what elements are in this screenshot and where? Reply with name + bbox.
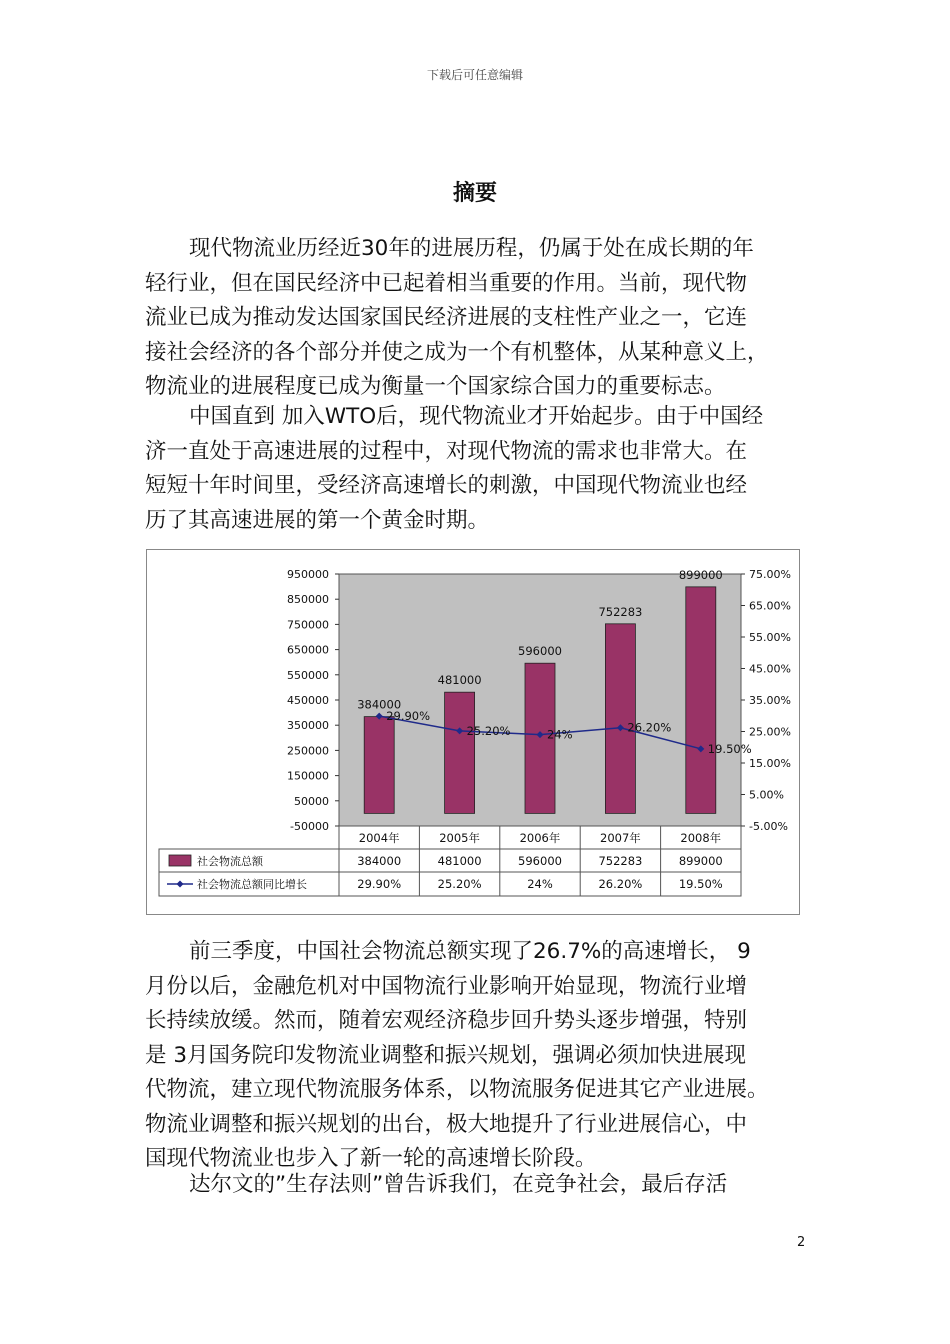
bar-data-label: 899000 [678, 567, 723, 582]
left-axis-tick-label: 650000 [287, 643, 329, 657]
table-bar-value: 899000 [678, 854, 723, 868]
growth-data-label: 19.50% [707, 741, 752, 756]
table-bar-value: 384000 [357, 854, 402, 868]
bar [605, 624, 635, 814]
paragraph-line: 中国直到 加入WTO后，现代物流业才开始起步。由于中国经 [189, 404, 764, 429]
growth-data-label: 24% [547, 727, 573, 742]
chart-canvas [147, 550, 799, 914]
growth-data-label: 25.20% [466, 723, 511, 738]
right-axis-tick-label: 25.00% [749, 725, 791, 739]
paragraph-line: 济一直处于高速进展的过程中，对现代物流的需求也非常大。在 [145, 438, 748, 464]
legend-swatch-bar [169, 855, 191, 866]
table-bar-value: 596000 [518, 854, 562, 868]
paragraph-line: 是 3月国务院印发物流业调整和振兴规划，强调必须加快进展现 [145, 1042, 747, 1068]
growth-data-label: 26.20% [627, 720, 672, 735]
bar-data-label: 384000 [357, 697, 402, 712]
paragraph-line: 短短十年时间里，受经济高速增长的刺激，中国现代物流业也经 [145, 473, 748, 498]
left-axis-tick-label: 50000 [294, 794, 329, 808]
table-bar-value: 752283 [598, 854, 643, 868]
bar [445, 692, 475, 813]
right-axis-tick-label: -5.00% [749, 820, 788, 833]
right-axis-tick-label: 5.00% [749, 788, 784, 802]
paragraph-line: 轻行业，但在国民经济中已起着相当重要的作用。当前，现代物 [145, 270, 748, 296]
legend-swatch-marker [177, 881, 184, 888]
paragraph-line: 接社会经济的各个部分并使之成为一个有机整体，从某种意义上， [145, 339, 769, 365]
right-axis-tick-label: 55.00% [749, 631, 791, 644]
table-category-label: 2007年 [600, 831, 641, 845]
paragraph-line: 前三季度，中国社会物流总额实现了26.7%的高速增长， 9 [189, 939, 751, 964]
right-axis-tick-label: 75.00% [749, 568, 791, 581]
paragraph-line: 历了其高速进展的第一个黄金时期。 [145, 507, 490, 533]
left-axis-tick-label: 950000 [287, 568, 329, 581]
table-growth-value: 24% [527, 877, 553, 891]
legend-label-bar: 社会物流总额 [197, 855, 263, 868]
page-number: 2 [797, 1235, 806, 1250]
paragraph-line: 长持续放缓。然而，随着宏观经济稳步回升势头逐步增强，特别 [145, 1008, 748, 1033]
right-axis-tick-label: 15.00% [749, 757, 791, 770]
left-axis-tick-label: 250000 [287, 744, 329, 758]
paragraph-2 [145, 400, 810, 538]
left-axis-tick-label: 450000 [287, 694, 329, 707]
left-axis-tick-label: 750000 [287, 618, 329, 632]
growth-data-label: 29.90% [386, 709, 431, 724]
paragraph-line: 国现代物流业也步入了新一轮的高速增长阶段。 [145, 1146, 597, 1171]
table-category-label: 2008年 [680, 831, 722, 845]
table-growth-value: 26.20% [598, 877, 643, 891]
paragraph-1 [145, 232, 810, 405]
paragraph-line: 达尔文的”生存法则”曾告诉我们，在竞争社会，最后存活 [189, 1172, 728, 1197]
bar-data-label: 752283 [598, 604, 643, 619]
left-axis-tick-label: 850000 [287, 593, 329, 607]
paragraph-line: 代物流，建立现代物流服务体系，以物流服务促进其它产业进展。 [145, 1077, 769, 1102]
right-axis-tick-label: 45.00% [749, 662, 791, 676]
paragraph-line: 物流业的进展程度已成为衡量一个国家综合国力的重要标志。 [145, 374, 726, 399]
table-bar-value: 481000 [437, 854, 482, 868]
logistics-chart [146, 549, 800, 915]
bar [364, 717, 394, 814]
right-axis-tick-label: 35.00% [749, 694, 791, 707]
table-category-label: 2005年 [439, 831, 480, 845]
paragraph-3 [145, 935, 810, 1177]
table-category-label: 2004年 [358, 831, 400, 845]
paragraph-line: 月份以后，金融危机对中国物流行业影响开始显现，物流行业增 [145, 973, 748, 999]
left-axis-tick-label: -50000 [290, 820, 329, 833]
left-axis-tick-label: 150000 [287, 769, 329, 783]
paragraph-4 [145, 1168, 810, 1203]
bar-data-label: 596000 [518, 644, 562, 659]
left-axis-tick-label: 350000 [287, 719, 329, 733]
table-category-label: 2006年 [519, 831, 561, 845]
bar-data-label: 481000 [437, 673, 482, 688]
left-axis-tick-label: 550000 [287, 668, 329, 682]
table-growth-value: 29.90% [357, 877, 402, 891]
right-axis-tick-label: 65.00% [749, 599, 791, 613]
document-title: 摘要 [452, 181, 497, 206]
paragraph-line: 物流业调整和振兴规划的出台，极大地提升了行业进展信心，中 [145, 1111, 748, 1137]
legend-label-line: 社会物流总额同比增长 [197, 878, 307, 891]
bar [686, 587, 716, 814]
table-growth-value: 19.50% [678, 877, 723, 891]
header-note: 下载后可任意编辑 [426, 68, 523, 82]
paragraph-line: 现代物流业历经近30年的进展历程，仍属于处在成长期的年 [189, 236, 754, 261]
paragraph-line: 流业已成为推动发达国家国民经济进展的支柱性产业之一，它连 [145, 305, 748, 330]
table-growth-value: 25.20% [437, 877, 482, 891]
